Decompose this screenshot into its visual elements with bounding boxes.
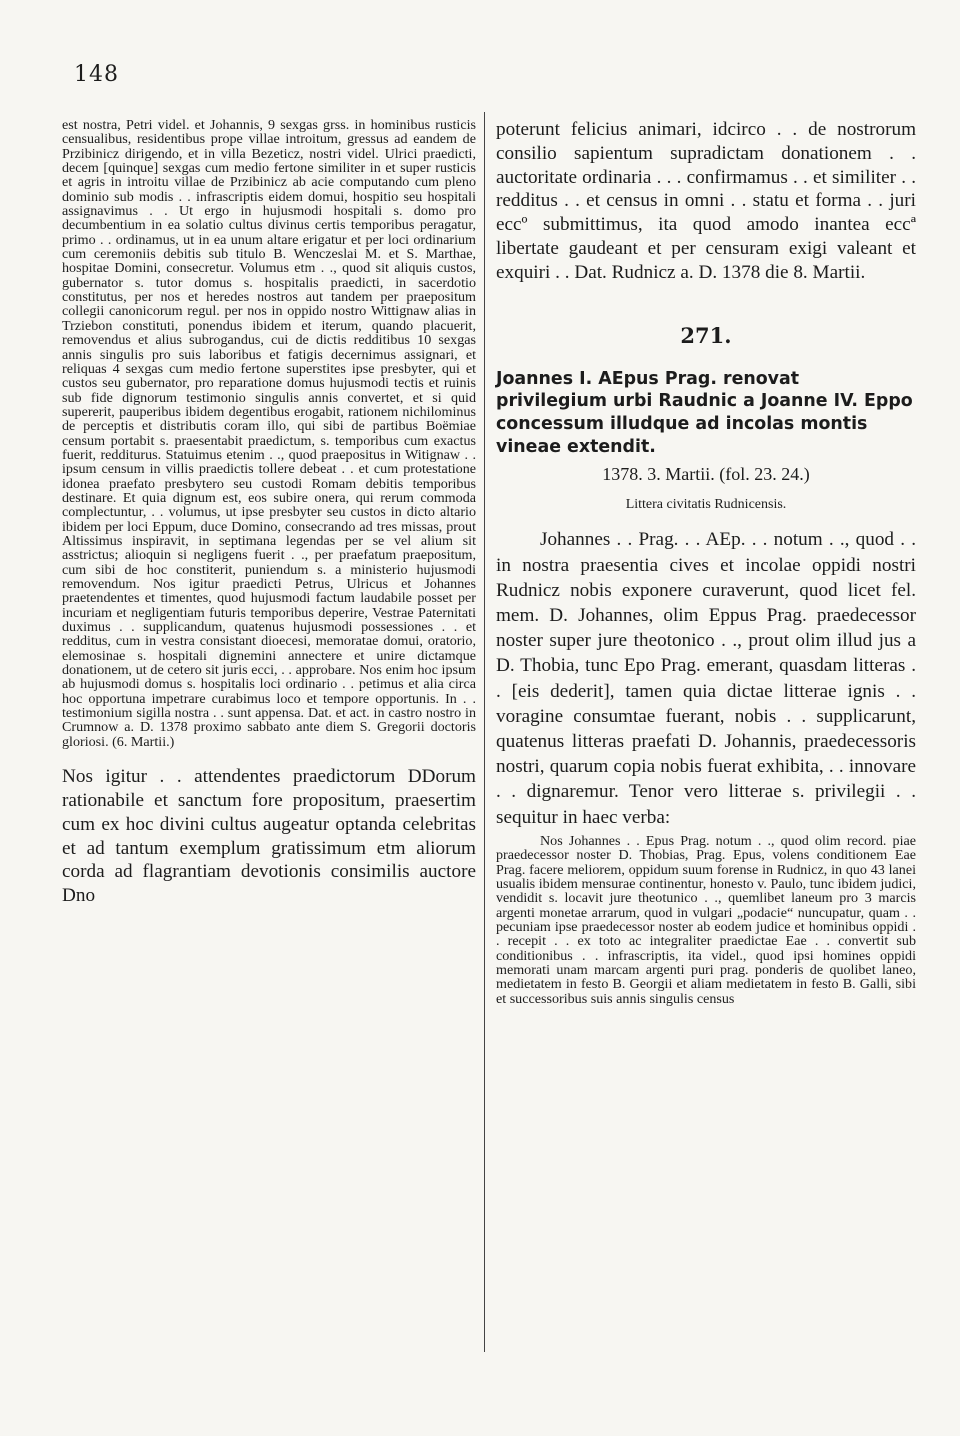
document-heading: Joannes I. AEpus Prag. renovat privilegium urbi Raudnic a Joanne IV. Eppo concessum illudque ad incolas montis vineae extendit. bbox=[496, 368, 913, 457]
privilege-text: Nos Johannes . . Epus Prag. notum . ., quod olim record. piae praedecessor noster D. Thobias, Prag. Epus, volens conditionem Eae Prag. facere meliorem, oppidum suum forense in Rudnicz, in quo 43 lanei usualis ibidem mensurae continentur, honesto v. Paulo, tunc ibidem judici, vendidit s. locavit jure theotunico . ., quemlibet laneum pro 3 marcis argenti monetae arrarum, quod in vulgari „podacie“ nuncupatur, quam . . pecuniam ipse praedecessor noster ab eodem judice et hominibus oppidi . . recepit . . ex toto ac integraliter praedictae Eae . . convertit sub conditionibus . . infrascriptis, ita videl., quod ipsi homines oppidi memorati unam marcam argenti puri prag. ponderis de quolibet laneo, medietatem in festo B. Georgii et aliam medietatem in festo B. Galli, sibi et successoribus suis annis singulis census bbox=[496, 832, 916, 1007]
right-column bbox=[496, 118, 916, 1006]
document-date: 1378. 3. Martii. (fol. 23. 24.) bbox=[602, 464, 810, 485]
charter-text-small: est nostra, Petri videl. et Johannis, 9 sexgas grss. in hominibus rusticis censualibus, residentibus prope villae introitum, gressus ad eandem de Przibinicz dirigendo, et in villa Bezeticz, nostri videl. Ulrici praedicti, decem [quinque] sexgas cum medio fertone similiter in et super rusticis et agris in introitu villae de Przibinicz ab acie computando cum pleno dominio sub modis . . infrascriptis eidem domui, hospitio seu hospitali assignavimus . . Ut ergo in hujusmodi hospitali s. domo pro decumbentium in ea solatio cultus divinus certis temporibus peragatur, primo . . ordinamus, ut in ea unum altare erigatur et per loci ordinarium cum ceremoniis debitis sub titulo B. Wenczeslai M. et S. Marthae, hospitae Domini, consecretur. Volumus etm . ., quod sit aliquis custos, gubernator s. tutor domus s. hospitalis praedicti, in sacerdotio constitutus, per nos et heredes nostros aut tandem per praepositum collegii canonicorum regul. per nos in oppido nostro Wittignaw alias in Trziebon constituti, ponendus ibidem et iterum, quando placuerit, removendus et alius subrogandus, cui de dictis redditibus 10 sexgas annis singulis pro suis laboribus et fatigis decernimus assignari, et reliquas 4 sexgas cum medio fertone superstites ipse presbyter, qui et custos seu gubernator, pro reparatione domus hujusmodi tectis et ruinis sub fide dignorum testimonio singulis annis convertet, et si quid supererit, pauperibus ibidem degentibus erogabit, rationem nichilominus de perceptis et distributis coram illo, qui sibi de partibus Boëmiae censum portabit s. praesentabit praedictum, s. temporibus cum exactus fuerit, redditurus. Statuimus etenim . ., quod praepositus in Witignaw . . ipsum censum in villis praedictis tollere debeat . . et cum protestatione idonea praefato presbytero seu custodi Romam debitis temporibus destinare. Et quia dignum est, eos subire onera, qui rerum commoda complectuntur, . . volumus, ut ipse presbyter seu custos in dicto altario ibidem per loci Eppum, duce Domino, consecrando ad tres missas, prout Altissimus inspiravit, in septimana legendas per se vel alium sit asstrictus; alioquin si negligens fuerit . ., per praefatum praepositum, cum sibi de hoc constiterit, puniendum s. a ministerio hujusmodi removendum. Nos igitur praedicti Petrus, Ulricus et Johannes praetendentes et timentes, quod hujusmodi factum laudabile posset per incuriam et negligentiam futuris temporibus deperire, Vestrae Paternitati duximus . . supplicandum, quatenus hujusmodi possessiones . . et redditus, cum in vestra consistant dioecesi, memoratae domui, oratorio, elemosinae s. hospitali dignemini annectere et unire dictamque donationem, ut de cetero sit juris ecci, . . approbare. Nos enim hoc ipsum ab hujusmodi domus s. hospitalis loci ordinario . . petimus et alia circa hoc opportuna impetrare curabimus loco et tempore opportunis. In . . testimonium sigilla nostra . . sunt appensa. Dat. et act. in castro nostro in Crumnow a. D. 1378 proximo sabbato ante diem S. Gregorii doctoris gloriosi. (6. Martii.) bbox=[62, 117, 476, 750]
confirmation-text: Nos igitur . . attendentes praedictorum DDorum rationabile et sanctum fore propositum, praesertim cum ex hoc divini cultus augeatur optanda celebritas et ad tantum exemplum gratissimum etm aliorum corda ad flagrantiam devotionis consimilis auctore Dno bbox=[62, 766, 476, 907]
page-number: 148 bbox=[74, 62, 119, 87]
document-body: Johannes . . Prag. . . AEp. . . notum . ., quod . . in nostra praesentia cives et incolae oppidi nostri Rudnicz nobis exponere curaverunt, quod licet fel. mem. D. Johannes, olim Eppus Prag. praedecessor noster super jure theotonico . ., prout olim illud jus a D. Thobia, tunc Epo Prag. emerant, quasdam litteras . . [eis dederit], tamen quia dictae litterae ignis . . voragine consumtae fuerant, nobis . . supplicarunt, quatenus litteras praefati D. Johannis, praedecessoris nostri, quarum copia nobis fuerat exhibita, . . innovare . . dignaremur. Tenor vero litterae s. privilegii . . sequitur in haec verba: bbox=[496, 529, 916, 828]
document-source: Littera civitatis Rudnicensis. bbox=[625, 497, 787, 513]
column-divider bbox=[484, 112, 485, 1352]
left-column bbox=[62, 118, 476, 908]
confirmation-continuation: poterunt felicius animari, idcirco . . de nostrorum consilio sapientum supradictam donationem . . auctoritate ordinaria . . . confirmamus . . et similiter . . redditus . . et census in omni . . statu et forma . . juri eccº submittimus, ita quod amodo inantea eccª libertate gaudeant et per censuram exigi valeant et exquiri . . Dat. Rudnicz a. D. 1378 die 8. Martii. bbox=[496, 119, 916, 283]
document-number: 271. bbox=[680, 322, 732, 348]
